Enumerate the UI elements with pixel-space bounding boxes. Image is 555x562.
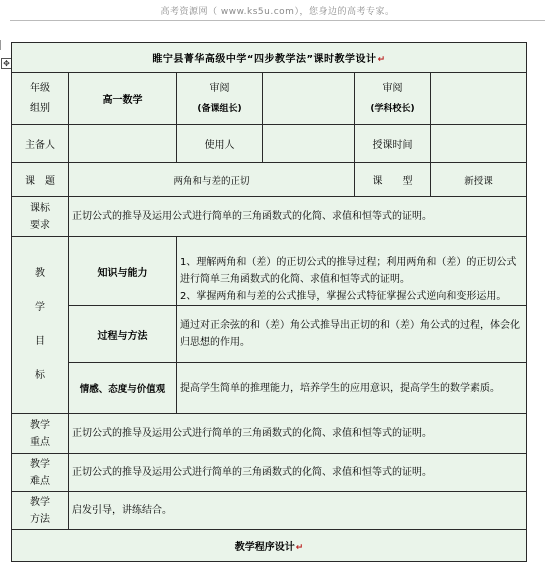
review2-label: 审阅	[382, 82, 403, 94]
knowledge-label: 知识与能力	[97, 267, 148, 279]
preparer-row	[12, 125, 527, 163]
goal-process-row	[12, 306, 527, 363]
requirement-label-cell[interactable]	[12, 197, 69, 237]
grade-value-cell[interactable]	[69, 73, 177, 125]
document-title: 睢宁县菁华高级中学“四步教学法”课时教学设计	[152, 54, 377, 65]
review1-sub: (备课组长)	[197, 103, 242, 114]
review2-value-cell[interactable]	[431, 73, 527, 125]
grade-label: 年级	[30, 82, 50, 94]
page-margin-marker	[0, 40, 1, 50]
teaching-goal-label-cell[interactable]	[12, 237, 69, 414]
method-value-cell[interactable]	[69, 492, 527, 530]
document-title-cell[interactable]	[12, 43, 527, 73]
method-label-cell[interactable]	[12, 492, 69, 530]
key-value: 正切公式的推导及运用公式进行简单的三角函数式的化简、求值和恒等式的证明。	[72, 428, 432, 439]
process-text-cell[interactable]	[177, 306, 527, 363]
topic-label: 课 题	[25, 176, 55, 187]
requirement-label-1: 课标	[30, 202, 50, 214]
process-label-cell[interactable]	[69, 306, 177, 363]
time-label: 授课时间	[372, 140, 413, 151]
user-label-cell[interactable]	[177, 125, 263, 163]
method-value: 启发引导，讲练结合。	[72, 505, 172, 516]
preparer-label-cell[interactable]	[12, 125, 69, 163]
difficulty-label-2: 难点	[30, 475, 50, 487]
topic-value: 两角和与差的正切	[173, 175, 250, 187]
preparer-label: 主备人	[25, 140, 55, 151]
paragraph-mark-icon: ↵	[295, 543, 304, 553]
method-label-2: 方法	[30, 513, 50, 525]
difficulty-value-cell[interactable]	[69, 454, 527, 492]
header-divider	[10, 20, 545, 21]
paragraph-mark-icon: ↵	[377, 55, 386, 65]
method-label-1: 教学	[30, 496, 50, 508]
type-label: 课 型	[372, 176, 413, 187]
emotion-label: 情感、态度与价值观	[79, 384, 166, 395]
procedure-title-cell[interactable]	[12, 530, 527, 562]
time-value-cell[interactable]	[431, 125, 527, 163]
goal-char-2: 学	[35, 302, 45, 313]
emotion-label-cell[interactable]	[69, 363, 177, 414]
topic-value-cell[interactable]	[69, 163, 355, 197]
table-move-handle-icon[interactable]: ✥	[1, 58, 12, 69]
time-label-cell[interactable]	[355, 125, 431, 163]
topic-row	[12, 163, 527, 197]
grade-row	[12, 73, 527, 125]
type-value-cell[interactable]	[431, 163, 527, 197]
difficulty-row	[12, 454, 527, 492]
goal-char-4: 标	[35, 370, 45, 381]
review1-value-cell[interactable]	[263, 73, 355, 125]
group-label: 组别	[30, 102, 50, 114]
difficulty-value: 正切公式的推导及运用公式进行简单的三角函数式的化简、求值和恒等式的证明。	[72, 467, 432, 478]
emotion-text: 提高学生简单的推理能力，培养学生的应用意识，提高学生的数学素质。	[180, 382, 500, 394]
procedure-title-row	[12, 530, 527, 562]
review1-label: 审阅	[209, 82, 230, 94]
title-row	[12, 43, 527, 73]
lesson-plan-table[interactable]	[11, 42, 527, 562]
key-point-row	[12, 414, 527, 454]
preparer-value-cell[interactable]	[69, 125, 177, 163]
requirement-value: 正切公式的推导及运用公式进行简单的三角函数式的化简、求值和恒等式的证明。	[72, 211, 432, 222]
requirement-label-2: 要求	[30, 219, 50, 231]
review1-label-cell[interactable]	[177, 73, 263, 125]
key-label-2: 重点	[30, 436, 50, 448]
type-value: 新授课	[464, 175, 493, 187]
type-label-cell[interactable]	[355, 163, 431, 197]
knowledge-label-cell[interactable]	[69, 237, 177, 306]
topic-label-cell[interactable]	[12, 163, 69, 197]
process-label: 过程与方法	[97, 330, 148, 342]
goal-emotion-row	[12, 363, 527, 414]
goal-char-3: 目	[35, 336, 45, 347]
goal-char-1: 教	[35, 268, 45, 279]
knowledge-text: 1、理解两角和（差）的正切公式的推导过程；利用两角和（差）的正切公式进行简单三角函数式的化简、求值和恒等式的证明。 2、掌握两角和与差的公式推导，掌握公式特征掌握公式逆向和变形运用。	[180, 257, 517, 302]
review2-label-cell[interactable]	[355, 73, 431, 125]
grade-value: 高一数学	[102, 95, 143, 106]
key-value-cell[interactable]	[69, 414, 527, 454]
requirement-value-cell[interactable]	[69, 197, 527, 237]
requirement-row	[12, 197, 527, 237]
emotion-text-cell[interactable]	[177, 363, 527, 414]
review2-sub: (学科校长)	[370, 103, 415, 114]
user-value-cell[interactable]	[263, 125, 355, 163]
goal-knowledge-row	[12, 237, 527, 306]
page-header-note: 高考资源网（ www.ks5u.com），您身边的高考专家。	[160, 7, 395, 17]
method-row	[12, 492, 527, 530]
key-label-cell[interactable]	[12, 414, 69, 454]
key-label-1: 教学	[30, 419, 50, 431]
knowledge-text-cell[interactable]	[177, 237, 527, 306]
difficulty-label-1: 教学	[30, 458, 50, 470]
procedure-title: 教学程序设计	[234, 542, 295, 553]
user-label: 使用人	[204, 140, 235, 151]
grade-group-label-cell[interactable]	[12, 73, 69, 125]
difficulty-label-cell[interactable]	[12, 454, 69, 492]
process-text: 通过对正余弦的和（差）角公式推导出正切的和（差）角公式的过程，体会化归思想的作用。	[180, 320, 520, 348]
